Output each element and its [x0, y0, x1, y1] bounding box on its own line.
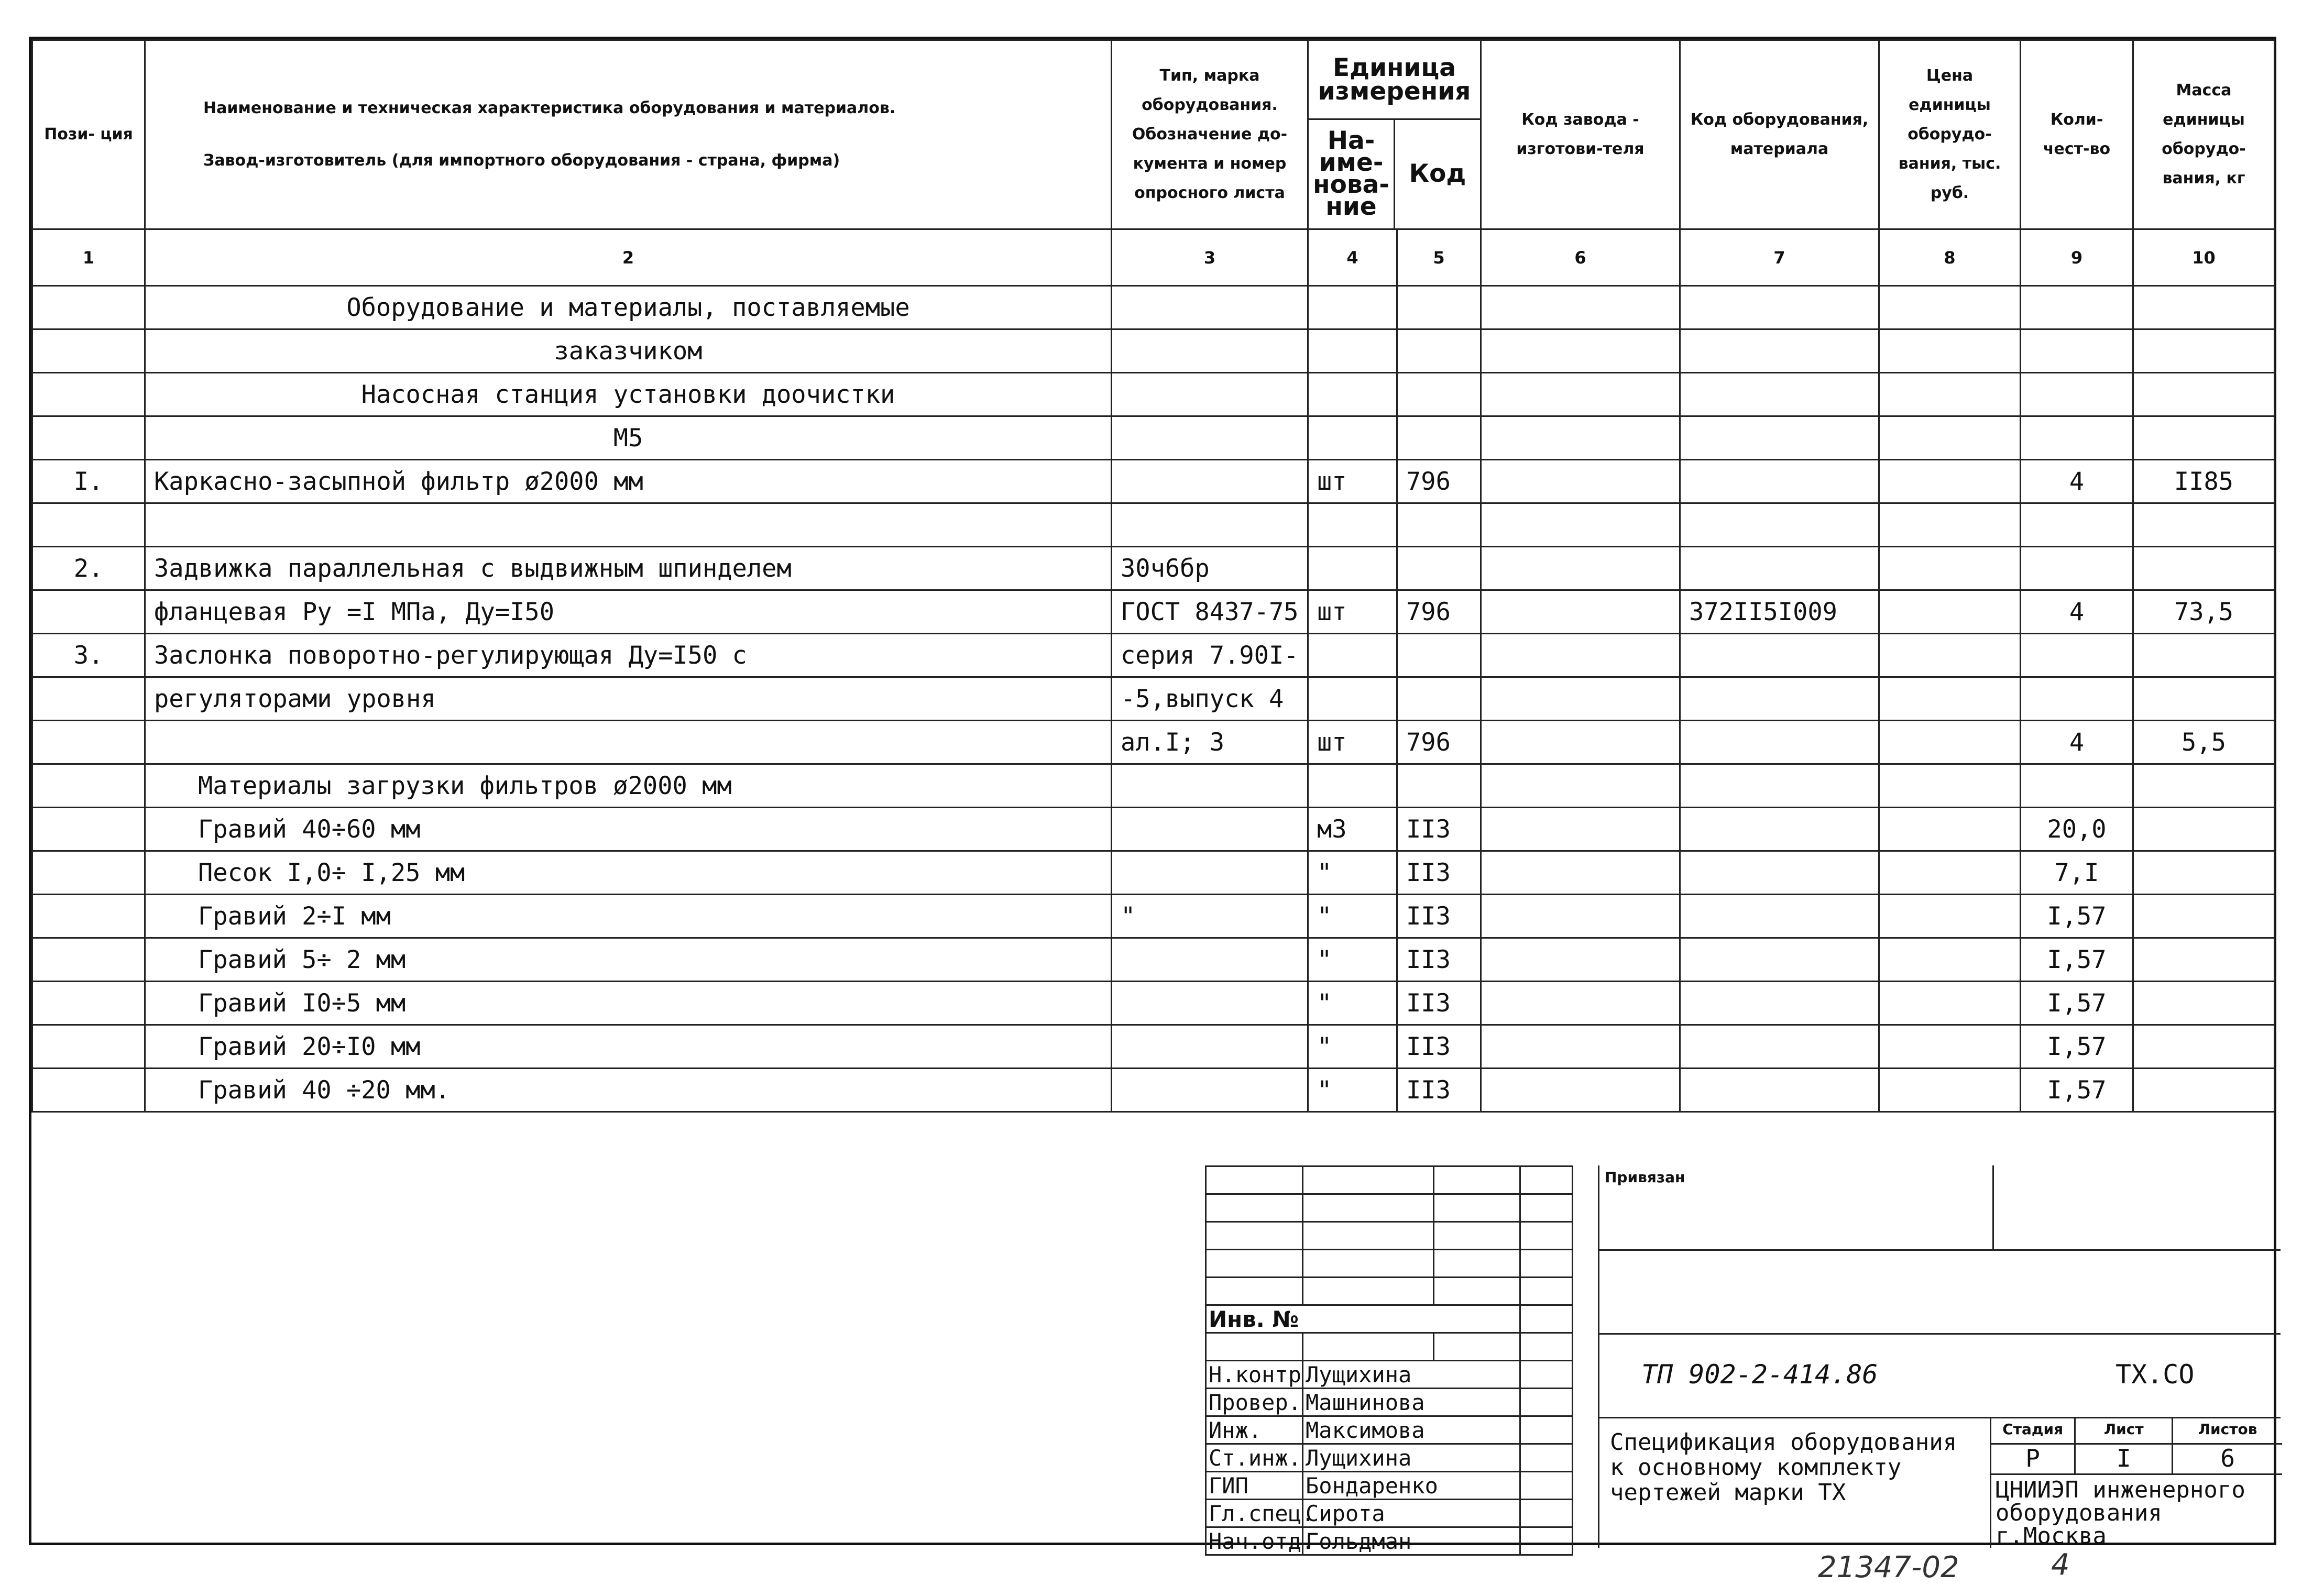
cell-eq: [1680, 808, 1879, 851]
cell-qty: [2021, 634, 2133, 677]
cell-name: Задвижка параллельная с выдвижным шпинделем: [145, 547, 1112, 590]
cell-empty: [1481, 1025, 1680, 1069]
cell-code: [1397, 677, 1481, 721]
cell-code: [1397, 416, 1481, 460]
cell-pos: [32, 764, 145, 808]
cell-pos: 3.: [32, 634, 145, 677]
cell-name: регуляторами уровня: [145, 677, 1112, 721]
cell-empty: [1879, 721, 2021, 764]
header-factory-code: Код завода - изготови-теля: [1481, 40, 1680, 229]
cell-unit: [1308, 547, 1397, 590]
sheet-value: I: [2076, 1445, 2173, 1473]
cell-mass: [2133, 503, 2275, 547]
cell-type: [1112, 373, 1308, 416]
signature-role: Гл.спец.: [1206, 1500, 1303, 1527]
cell-code: [1397, 329, 1481, 373]
signature-row: [1206, 1444, 1573, 1472]
col-num-8: 8: [1879, 229, 2021, 286]
col-num-1: 1: [32, 229, 145, 286]
cell-name: Гравий 40 ÷20 мм.: [145, 1069, 1112, 1112]
cell-empty: [1481, 416, 1680, 460]
sheets-label: Листов: [2198, 1421, 2257, 1438]
cell-empty: [1481, 982, 1680, 1025]
cell-code: II3: [1397, 1069, 1481, 1112]
cell-mass: [2133, 677, 2275, 721]
cell-code: [1397, 547, 1481, 590]
cell-eq: [1680, 503, 1879, 547]
cell-empty: [1481, 764, 1680, 808]
cell-name: Гравий I0÷5 мм: [145, 982, 1112, 1025]
cell-eq: [1680, 764, 1879, 808]
cell-type: [1112, 808, 1308, 851]
cell-empty: [1879, 808, 2021, 851]
cell-pos: [32, 721, 145, 764]
cell-name: [145, 721, 1112, 764]
cell-empty: [1879, 938, 2021, 982]
cell-code: 796: [1397, 460, 1481, 503]
table-row: [32, 416, 2275, 460]
cell-type: [1112, 503, 1308, 547]
cell-code: 796: [1397, 590, 1481, 634]
cell-empty: [1481, 634, 1680, 677]
cell-type: [1112, 416, 1308, 460]
cell-name: Насосная станция установки доочистки: [145, 373, 1112, 416]
table-row: [32, 808, 2275, 851]
cell-type: [1112, 329, 1308, 373]
cell-qty: I,57: [2021, 1069, 2133, 1112]
cell-code: II3: [1397, 851, 1481, 895]
cell-qty: 20,0: [2021, 808, 2133, 851]
cell-name: Оборудование и материалы, поставляемые: [145, 286, 1112, 329]
cell-type: [1112, 460, 1308, 503]
cell-name: Гравий 20÷I0 мм: [145, 1025, 1112, 1069]
cell-code: 796: [1397, 721, 1481, 764]
project-code: ТП 902-2-414.86: [1641, 1359, 1878, 1390]
signature-role: Н.контр: [1206, 1361, 1303, 1389]
cell-mass: [2133, 1025, 2275, 1069]
cell-type: [1112, 764, 1308, 808]
cell-qty: [2021, 286, 2133, 329]
signature-name: Сирота: [1303, 1500, 1520, 1527]
cell-unit: ": [1308, 938, 1397, 982]
specification-body: [32, 286, 2275, 1112]
page-number: 4: [2051, 1548, 2070, 1582]
signature-row: [1206, 1472, 1573, 1500]
header-name-line1: Наименование и техническая характеристика оборудования и материалов.: [203, 99, 896, 117]
header-qty: Коли-чест-во: [2021, 40, 2133, 229]
cell-empty: [1481, 677, 1680, 721]
table-row: [32, 634, 2275, 677]
cell-empty: [1481, 938, 1680, 982]
cell-pos: [32, 851, 145, 895]
header-unit-code: Код: [1409, 159, 1466, 189]
cell-empty: [1879, 503, 2021, 547]
cell-mass: [2133, 416, 2275, 460]
right-block: [1598, 1165, 2281, 1548]
cell-qty: [2021, 547, 2133, 590]
cell-empty: [1879, 851, 2021, 895]
cell-pos: 2.: [32, 547, 145, 590]
cell-code: II3: [1397, 982, 1481, 1025]
signature-name: Машнинова: [1303, 1389, 1520, 1416]
column-number-row: [32, 229, 2275, 286]
cell-mass: [2133, 1069, 2275, 1112]
cell-type: ": [1112, 895, 1308, 938]
header-price: Цена единицы оборудо-вания, тыс. руб.: [1879, 40, 2021, 229]
sheets-value: 6: [2220, 1444, 2235, 1472]
cell-unit: шт: [1308, 590, 1397, 634]
cell-unit: [1308, 677, 1397, 721]
table-row: [32, 895, 2275, 938]
cell-name: M5: [145, 416, 1112, 460]
cell-unit: [1308, 416, 1397, 460]
cell-unit: ": [1308, 851, 1397, 895]
cell-empty: [1481, 547, 1680, 590]
cell-unit: ": [1308, 1025, 1397, 1069]
cell-mass: [2133, 982, 2275, 1025]
table-row: [32, 460, 2275, 503]
cell-qty: I,57: [2021, 982, 2133, 1025]
cell-type: [1112, 851, 1308, 895]
cell-unit: ": [1308, 982, 1397, 1025]
header-unit: [1308, 40, 1481, 229]
table-row: [32, 851, 2275, 895]
cell-mass: [2133, 851, 2275, 895]
cell-qty: 4: [2021, 590, 2133, 634]
cell-unit: [1308, 329, 1397, 373]
cell-code: [1397, 503, 1481, 547]
cell-mass: [2133, 764, 2275, 808]
cell-qty: I,57: [2021, 1025, 2133, 1069]
header-equip-code: Код оборудования, материала: [1680, 40, 1879, 229]
cell-pos: [32, 329, 145, 373]
cell-empty: [1879, 1069, 2021, 1112]
cell-mass: II85: [2133, 460, 2275, 503]
signature-name: Максимова: [1303, 1416, 1520, 1444]
header-unit-name: На-име-нова-ние: [1309, 119, 1395, 228]
cell-eq: [1680, 1025, 1879, 1069]
cell-empty: [1481, 1069, 1680, 1112]
cell-name: [145, 503, 1112, 547]
col-num-9: 9: [2021, 229, 2133, 286]
stage-label: Стадия: [1991, 1417, 2076, 1443]
cell-eq: [1680, 721, 1879, 764]
table-row: [32, 982, 2275, 1025]
document-number: 21347-02: [1818, 1550, 1959, 1584]
cell-code: II3: [1397, 808, 1481, 851]
cell-empty: [1481, 851, 1680, 895]
cell-eq: [1680, 982, 1879, 1025]
cell-eq: [1680, 895, 1879, 938]
stage-value: Р: [1991, 1445, 2076, 1473]
cell-code: II3: [1397, 938, 1481, 982]
col-num-2: 2: [145, 229, 1112, 286]
cell-code: [1397, 764, 1481, 808]
cell-eq: [1680, 460, 1879, 503]
cell-pos: [32, 808, 145, 851]
cell-name: Материалы загрузки фильтров ø2000 мм: [145, 764, 1112, 808]
cell-type: ГОСТ 8437-75: [1112, 590, 1308, 634]
header-name-line2: Завод-изготовитель (для импортного оборудования - страна, фирма): [203, 151, 840, 170]
cell-unit: [1308, 634, 1397, 677]
title-block: [1205, 1165, 2279, 1554]
cell-eq: [1680, 329, 1879, 373]
cell-empty: [1879, 547, 2021, 590]
cell-type: 30ч6бр: [1112, 547, 1308, 590]
cell-empty: [1481, 895, 1680, 938]
signature-sign: [1520, 1416, 1573, 1444]
cell-unit: м3: [1308, 808, 1397, 851]
cell-eq: [1680, 677, 1879, 721]
table-row: [32, 1069, 2275, 1112]
signature-role: ГИП: [1206, 1472, 1303, 1500]
cell-type: [1112, 982, 1308, 1025]
cell-empty: [1879, 373, 2021, 416]
cell-mass: [2133, 938, 2275, 982]
bound-label: Привязан: [1605, 1169, 1685, 1186]
cell-unit: ": [1308, 895, 1397, 938]
signature-sign: [1520, 1527, 1573, 1555]
cell-mass: [2133, 329, 2275, 373]
cell-unit: [1308, 286, 1397, 329]
cell-code: [1397, 373, 1481, 416]
cell-empty: [1481, 503, 1680, 547]
cell-empty: [1879, 634, 2021, 677]
col-num-4: 4: [1308, 229, 1397, 286]
cell-eq: [1680, 547, 1879, 590]
signature-role: Ст.инж.: [1206, 1444, 1303, 1472]
cell-qty: [2021, 373, 2133, 416]
cell-type: [1112, 1025, 1308, 1069]
cell-qty: [2021, 329, 2133, 373]
table-row: [32, 590, 2275, 634]
cell-eq: [1680, 851, 1879, 895]
cell-name: Гравий 2÷I мм: [145, 895, 1112, 938]
header-unit-title: Единица измерения: [1309, 41, 1480, 119]
cell-empty: [1879, 677, 2021, 721]
signature-role: Нач.отд.: [1206, 1527, 1303, 1555]
table-row: [32, 677, 2275, 721]
cell-name: Каркасно-засыпной фильтр ø2000 мм: [145, 460, 1112, 503]
cell-empty: [1879, 416, 2021, 460]
table-row: [32, 547, 2275, 590]
signature-sign: [1520, 1361, 1573, 1389]
table-row: [32, 764, 2275, 808]
signature-row: [1206, 1416, 1573, 1444]
sheet-label: Лист: [2076, 1417, 2173, 1443]
col-num-7: 7: [1680, 229, 1879, 286]
cell-empty: [1879, 982, 2021, 1025]
cell-unit: [1308, 503, 1397, 547]
cell-pos: [32, 416, 145, 460]
cell-qty: I,57: [2021, 938, 2133, 982]
cell-type: [1112, 286, 1308, 329]
specification-table: [31, 39, 2275, 1113]
cell-qty: I,57: [2021, 895, 2133, 938]
cell-name: фланцевая Ру =I МПа, Ду=I50: [145, 590, 1112, 634]
cell-pos: [32, 895, 145, 938]
cell-mass: 73,5: [2133, 590, 2275, 634]
cell-empty: [1879, 286, 2021, 329]
cell-empty: [1481, 286, 1680, 329]
cell-mass: [2133, 808, 2275, 851]
signature-name: Гольдман: [1303, 1527, 1520, 1555]
specification-sheet: [29, 37, 2276, 1554]
cell-empty: [1879, 460, 2021, 503]
cell-unit: [1308, 373, 1397, 416]
cell-empty: [1481, 590, 1680, 634]
cell-unit: ": [1308, 1069, 1397, 1112]
signature-sign: [1520, 1389, 1573, 1416]
table-row: [32, 938, 2275, 982]
cell-qty: 7,I: [2021, 851, 2133, 895]
signature-sign: [1520, 1500, 1573, 1527]
table-row: [32, 286, 2275, 329]
cell-eq: [1680, 416, 1879, 460]
cell-empty: [1879, 590, 2021, 634]
cell-pos: [32, 590, 145, 634]
header-position: Пози- ция: [32, 40, 145, 229]
signature-row: [1206, 1527, 1573, 1555]
cell-code: II3: [1397, 895, 1481, 938]
cell-pos: [32, 1025, 145, 1069]
signature-row: [1206, 1389, 1573, 1416]
header-name: [145, 40, 1112, 229]
cell-empty: [1879, 764, 2021, 808]
signature-role: Инж.: [1206, 1416, 1303, 1444]
cell-name: заказчиком: [145, 329, 1112, 373]
table-row: [32, 721, 2275, 764]
organization: ЦНИИЭП инженерного оборудования г.Москва: [1996, 1477, 2245, 1549]
col-num-5: 5: [1397, 229, 1481, 286]
table-row: [32, 503, 2275, 547]
cell-eq: [1680, 938, 1879, 982]
cell-mass: 5,5: [2133, 721, 2275, 764]
document-mark: ТХ.СО: [2115, 1359, 2195, 1390]
cell-mass: [2133, 895, 2275, 938]
cell-type: [1112, 1069, 1308, 1112]
cell-eq: [1680, 1069, 1879, 1112]
cell-eq: [1680, 634, 1879, 677]
signature-name: Лущихина: [1303, 1361, 1520, 1389]
header-type: Тип, марка оборудования. Обозначение до-кумента и номер опросного листа: [1112, 40, 1308, 229]
table-row: [32, 1025, 2275, 1069]
cell-type: -5,выпуск 4: [1112, 677, 1308, 721]
cell-type: серия 7.90I-: [1112, 634, 1308, 677]
signature-name: Лущихина: [1303, 1444, 1520, 1472]
cell-code: [1397, 634, 1481, 677]
cell-empty: [1481, 721, 1680, 764]
col-num-3: 3: [1112, 229, 1308, 286]
cell-pos: [32, 677, 145, 721]
cell-eq: [1680, 373, 1879, 416]
cell-code: [1397, 286, 1481, 329]
cell-empty: [1879, 895, 2021, 938]
cell-qty: [2021, 503, 2133, 547]
document-title: Спецификация оборудования к основному комплекту чертежей марки ТХ: [1610, 1429, 1957, 1506]
cell-name: Гравий 40÷60 мм: [145, 808, 1112, 851]
cell-mass: [2133, 547, 2275, 590]
cell-qty: [2021, 416, 2133, 460]
cell-pos: [32, 982, 145, 1025]
cell-qty: 4: [2021, 721, 2133, 764]
cell-pos: [32, 503, 145, 547]
cell-eq: [1680, 286, 1879, 329]
cell-qty: [2021, 677, 2133, 721]
signature-row: [1206, 1500, 1573, 1527]
cell-unit: [1308, 764, 1397, 808]
cell-eq: 372II5I009: [1680, 590, 1879, 634]
cell-name: Гравий 5÷ 2 мм: [145, 938, 1112, 982]
cell-pos: [32, 373, 145, 416]
cell-empty: [1879, 1025, 2021, 1069]
inv-number-label: Инв. №: [1206, 1305, 1520, 1333]
cell-unit: шт: [1308, 460, 1397, 503]
signature-row: [1206, 1361, 1573, 1389]
cell-empty: [1481, 460, 1680, 503]
cell-empty: [1481, 329, 1680, 373]
table-row: [32, 373, 2275, 416]
cell-code: II3: [1397, 1025, 1481, 1069]
table-row: [32, 329, 2275, 373]
cell-qty: [2021, 764, 2133, 808]
cell-pos: I.: [32, 460, 145, 503]
cell-type: ал.I; 3: [1112, 721, 1308, 764]
cell-pos: [32, 1069, 145, 1112]
cell-mass: [2133, 634, 2275, 677]
cell-qty: 4: [2021, 460, 2133, 503]
col-num-6: 6: [1481, 229, 1680, 286]
header-mass: Масса единицы оборудо-вания, кг: [2133, 40, 2275, 229]
cell-empty: [1481, 808, 1680, 851]
signature-sign: [1520, 1444, 1573, 1472]
cell-mass: [2133, 286, 2275, 329]
col-num-10: 10: [2133, 229, 2275, 286]
cell-pos: [32, 286, 145, 329]
cell-name: Заслонка поворотно-регулирующая Ду=I50 с: [145, 634, 1112, 677]
signature-table: [1205, 1165, 1573, 1556]
signature-name: Бондаренко: [1303, 1472, 1520, 1500]
signature-sign: [1520, 1472, 1573, 1500]
cell-name: Песок I,0÷ I,25 мм: [145, 851, 1112, 895]
cell-empty: [1481, 373, 1680, 416]
signature-role: Провер.: [1206, 1389, 1303, 1416]
cell-unit: шт: [1308, 721, 1397, 764]
cell-type: [1112, 938, 1308, 982]
cell-mass: [2133, 373, 2275, 416]
cell-empty: [1879, 329, 2021, 373]
cell-pos: [32, 938, 145, 982]
